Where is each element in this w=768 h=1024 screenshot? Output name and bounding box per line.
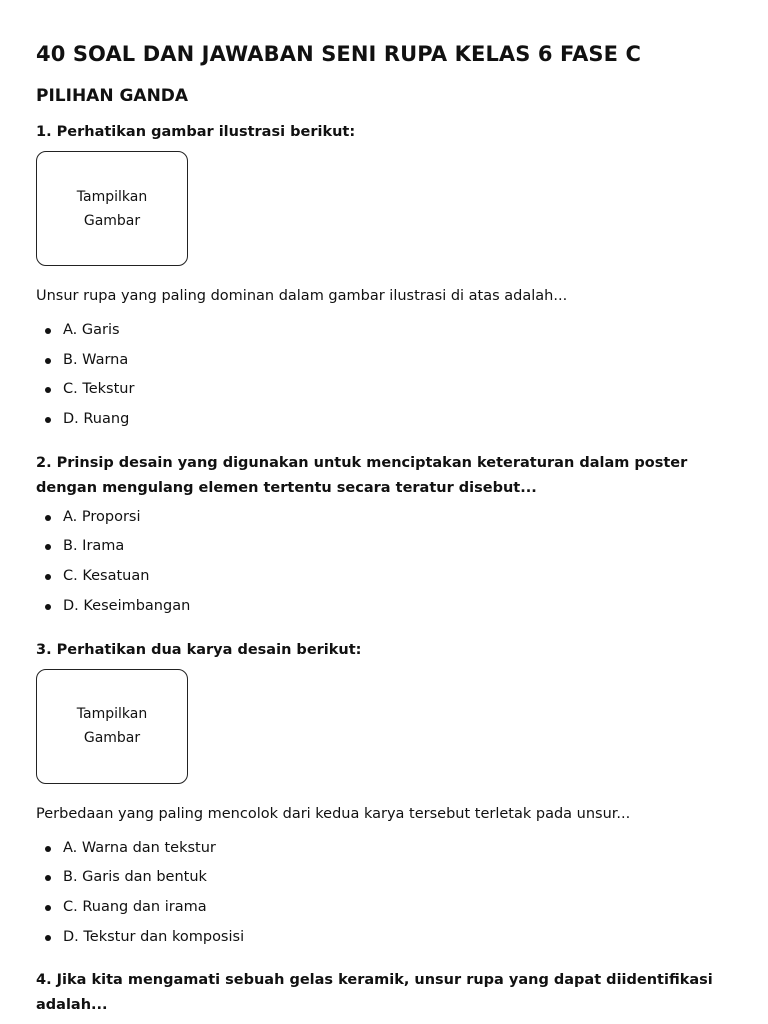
show-image-button[interactable]: Tampilkan Gambar <box>36 669 188 784</box>
question-4: 4. Jika kita mengamati sebuah gelas keramik, unsur rupa yang dapat diidentifikasi adalah... <box>36 972 713 1014</box>
option-item: B. Irama <box>36 536 732 566</box>
option-item: C. Kesatuan <box>36 566 732 596</box>
option-item: C. Ruang dan irama <box>36 897 732 927</box>
question-1: 1. Perhatikan gambar ilustrasi berikut: <box>36 124 356 140</box>
question-1-prompt: Unsur rupa yang paling dominan dalam gambar ilustrasi di atas adalah... <box>36 288 568 304</box>
question-2-options <box>36 507 732 626</box>
option-item: B. Garis dan bentuk <box>36 867 732 897</box>
option-item: D. Ruang <box>36 409 732 439</box>
question-3: 3. Perhatikan dua karya desain berikut: <box>36 641 362 658</box>
section-heading: PILIHAN GANDA <box>36 86 189 106</box>
show-image-button[interactable]: Tampilkan Gambar <box>36 151 188 266</box>
question-3-options <box>36 838 732 957</box>
question-1-options <box>36 320 732 439</box>
page-title: 40 SOAL DAN JAWABAN SENI RUPA KELAS 6 FASE C <box>36 42 642 66</box>
option-item: D. Keseimbangan <box>36 596 732 626</box>
question-3-prompt: Perbedaan yang paling mencolok dari kedua karya tersebut terletak pada unsur... <box>36 805 631 822</box>
option-item: A. Warna dan tekstur <box>36 838 732 868</box>
option-item: C. Tekstur <box>36 379 732 409</box>
option-item: A. Proporsi <box>36 507 732 537</box>
question-2: 2. Prinsip desain yang digunakan untuk menciptakan keteraturan dalam poster dengan mengulang elemen tertentu secara teratur disebut... <box>36 454 688 496</box>
option-item: A. Garis <box>36 320 732 350</box>
option-item: B. Warna <box>36 350 732 380</box>
option-item: D. Tekstur dan komposisi <box>36 927 732 957</box>
